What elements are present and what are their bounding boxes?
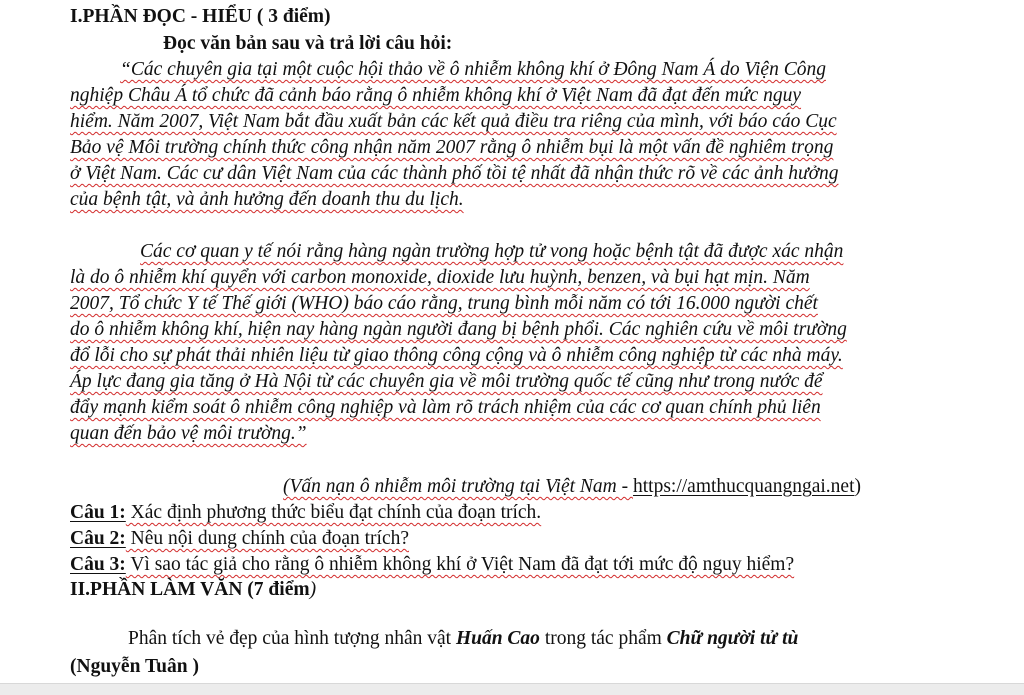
reading-instruction: Đọc văn bản sau và trả lời câu hỏi: [163,33,453,54]
question-1-label: Câu 1: [70,502,126,523]
passage-para1-line-4: Bảo vệ Môi trường chính thức công nhận năm 2007 rằng ô nhiễm bụi là một vấn đề nghiêm trọng [70,137,834,158]
essay-prompt-mid: trong tác phẩm [539,628,667,649]
question-2 [70,527,409,551]
source-title: (Vấn nạn ô nhiễm môi trường tại Việt Nam - [283,476,633,497]
work-title: Chữ người tử tù [666,628,799,649]
part1-heading: I.PHẦN ĐỌC - HIỂU ( 3 điểm) [70,6,331,27]
passage-para2-line-8: quan đến bảo vệ môi trường.” [70,423,307,444]
passage-para2-line-6: Áp lực đang gia tăng ở Hà Nội từ các chuyên gia về môi trường quốc tế cũng như trong nước để [70,371,823,392]
part2-heading-main: II.PHẦN LÀM VĂN (7 điểm [70,579,310,600]
bottom-edge-bar [0,683,1024,695]
part2-heading-close: ) [309,579,317,600]
passage-para2-line-4: do ô nhiễm không khí, hiện nay hàng ngàn người đang bị bệnh phổi. Các nghiên cứu về môi trường [70,319,847,340]
passage-para1-line-6: của bệnh tật, và ảnh hưởng đến doanh thu du lịch. [70,189,464,210]
passage-para2-line-3: 2007, Tổ chức Y tế Thế giới (WHO) báo cáo rằng, trung bình mỗi năm có tới 16.000 người chết [70,293,818,314]
passage-para1-line-1: “Các chuyên gia tại một cuộc hội thảo về ô nhiễm không khí ở Đông Nam Á do Viện Công [120,59,826,80]
author-name: (Nguyễn Tuân ) [70,656,199,677]
passage-para2-line-7: đẩy mạnh kiểm soát ô nhiễm công nghiệp và làm rõ trách nhiệm của các cơ quan chính phủ liên [70,397,821,418]
question-3-label: Câu 3: [70,554,126,575]
question-2-text: Nêu nội dung chính của đoạn trích? [125,528,410,549]
character-name: Huấn Cao [455,628,540,649]
essay-prompt [128,627,798,651]
passage-para2-line-2: là do ô nhiễm khí quyển với carbon monoxide, dioxide lưu huỳnh, benzen, và bụi hạt mịn. Năm [70,267,810,288]
passage-para2-line-5: đổ lỗi cho sự phát thải nhiên liệu từ giao thông công cộng và ô nhiễm công nghiệp từ các nhà máy. [70,345,843,366]
passage-para1-line-3: hiểm. Năm 2007, Việt Nam bắt đầu xuất bản các kết quả điều tra riêng của mình, với báo cáo Cục [70,111,837,132]
question-1-text: Xác định phương thức biểu đạt chính của đoạn trích. [125,502,542,523]
question-1 [70,501,541,525]
question-2-label: Câu 2: [70,528,126,549]
passage-para1-line-5: ở Việt Nam. Các cư dân Việt Nam của các thành phố tồi tệ nhất đã nhận thức rõ về các ảnh hưởng [70,163,839,184]
source-close: ) [854,476,861,497]
essay-prompt-start: Phân tích vẻ đẹp của hình tượng nhân vật [128,628,456,649]
source-link[interactable]: https://amthucquangngai.net [632,476,855,497]
part2-heading [70,578,316,602]
passage-para2-line-1: Các cơ quan y tế nói rằng hàng ngàn trường hợp tử vong hoặc bệnh tật đã được xác nhận [140,241,844,262]
question-3 [70,553,794,577]
question-3-text: Vì sao tác giả cho rằng ô nhiễm không khí ở Việt Nam đã đạt tới mức độ nguy hiểm? [125,554,795,575]
source-citation [283,475,861,499]
passage-para1-line-2: nghiệp Châu Á tổ chức đã cảnh báo rằng ô nhiễm không khí ở Việt Nam đã đạt đến mức nguy [70,85,802,106]
